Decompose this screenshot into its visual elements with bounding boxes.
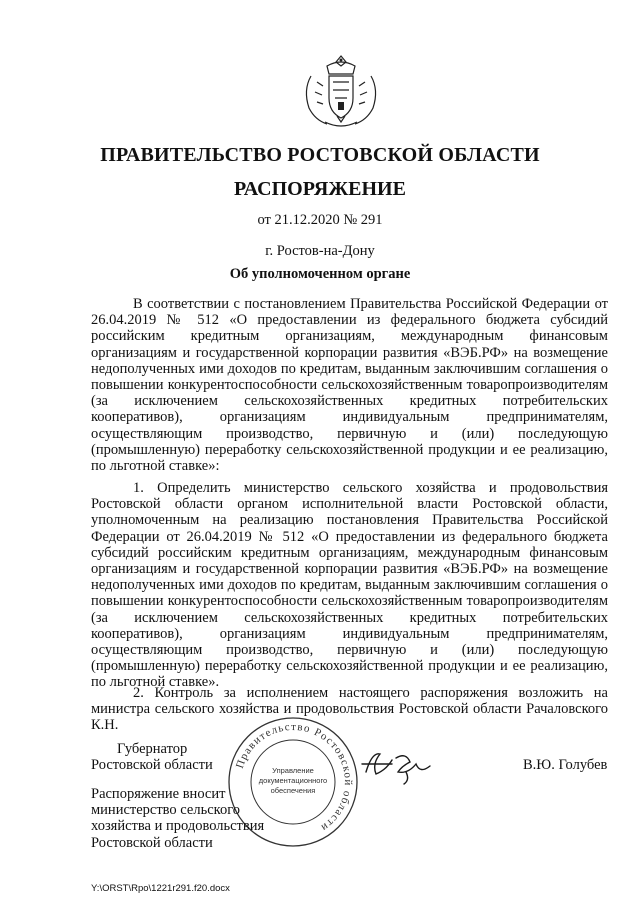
paragraph-text: 1. Определить министерство сельского хозяйства и продовольствия Ростовской области органом исполнительной власти Ростовской области, уполномоченным на реализацию постановления Правительства Российской Федерации от 26.04.2019 № 512 «О предоставлении из федерального бюджета субсидий российским кредитным организациям, международным финансовым организациям и государственной корпорации развития «ВЭБ.РФ» на возмещение недополученных ими доходов по кредитам, выданным заключившим соглашения о повышении конкурентоспособности сельскохозяйственным товаропроизводителям (за исключением сельскохозяйственных кредитных потребительских кооперативов), организациям индивидуальным предпринимателям, осуществляющим производство, первичную и (или) последующую (промышленную) переработку сельскохозяйственной продукции и ее реализацию, по льготной ставке». bbox=[91, 480, 608, 691]
note-line: министерство сельского bbox=[91, 802, 241, 819]
submission-note bbox=[91, 786, 264, 851]
body-paragraph-1 bbox=[91, 296, 608, 474]
city: г. Ростов-на-Дону bbox=[265, 243, 375, 259]
note-line: Распоряжение вносит bbox=[91, 786, 226, 802]
seal-center-line3: обеспечения bbox=[270, 786, 316, 795]
handwritten-signature bbox=[360, 742, 440, 786]
document-subject: Об уполномоченном органе bbox=[229, 266, 411, 282]
paragraph-text: В соответствии с постановлением Правительства Российской Федерации от 26.04.2019 № 512 «О предоставлении из федерального бюджета субсидий российским кредитным организациям, международным финансовым организациям и государственной корпорации развития «ВЭБ.РФ» на возмещение недополученных ими доходов по кредитам, выданным заключившим соглашения о повышении конкурентоспособности сельскохозяйственным товаропроизводителям (за исключением сельскохозяйственных кредитных потребительских кооперативов), организациям индивидуальным предпринимателям, осуществляющим производство, первичную и (или) последующую (промышленную) переработку сельскохозяйственной продукции и ее реализацию, по льготной ставке»: bbox=[91, 296, 608, 475]
coat-of-arms-emblem bbox=[297, 52, 385, 132]
signatory-title-line1: Губернатор bbox=[117, 741, 188, 757]
seal-center-line1: Управление bbox=[272, 766, 314, 775]
government-heading: ПРАВИТЕЛЬСТВО РОСТОВСКОЙ ОБЛАСТИ bbox=[100, 144, 540, 166]
seal-center-line2: документационного bbox=[258, 776, 328, 785]
note-line: Ростовской области bbox=[91, 834, 213, 851]
paragraph-text: 2. Контроль за исполнением настоящего распоряжения возложить на министра сельского хозяйства и продовольствия Ростовской области Рачаловского К.Н. bbox=[91, 685, 608, 734]
date-number: от 21.12.2020 № 291 bbox=[257, 212, 383, 228]
file-path: Y:\ORST\Rpo\1221r291.f20.docx bbox=[91, 883, 230, 894]
signatory-name: В.Ю. Голубев bbox=[523, 757, 608, 773]
signatory-title-line2: Ростовской области bbox=[91, 757, 213, 773]
document-type: РАСПОРЯЖЕНИЕ bbox=[234, 178, 406, 200]
body-paragraph-2 bbox=[91, 480, 608, 691]
note-line: хозяйства и продовольствия bbox=[91, 818, 265, 835]
seal-ring-text: Правительство Ростовской области bbox=[233, 720, 355, 835]
